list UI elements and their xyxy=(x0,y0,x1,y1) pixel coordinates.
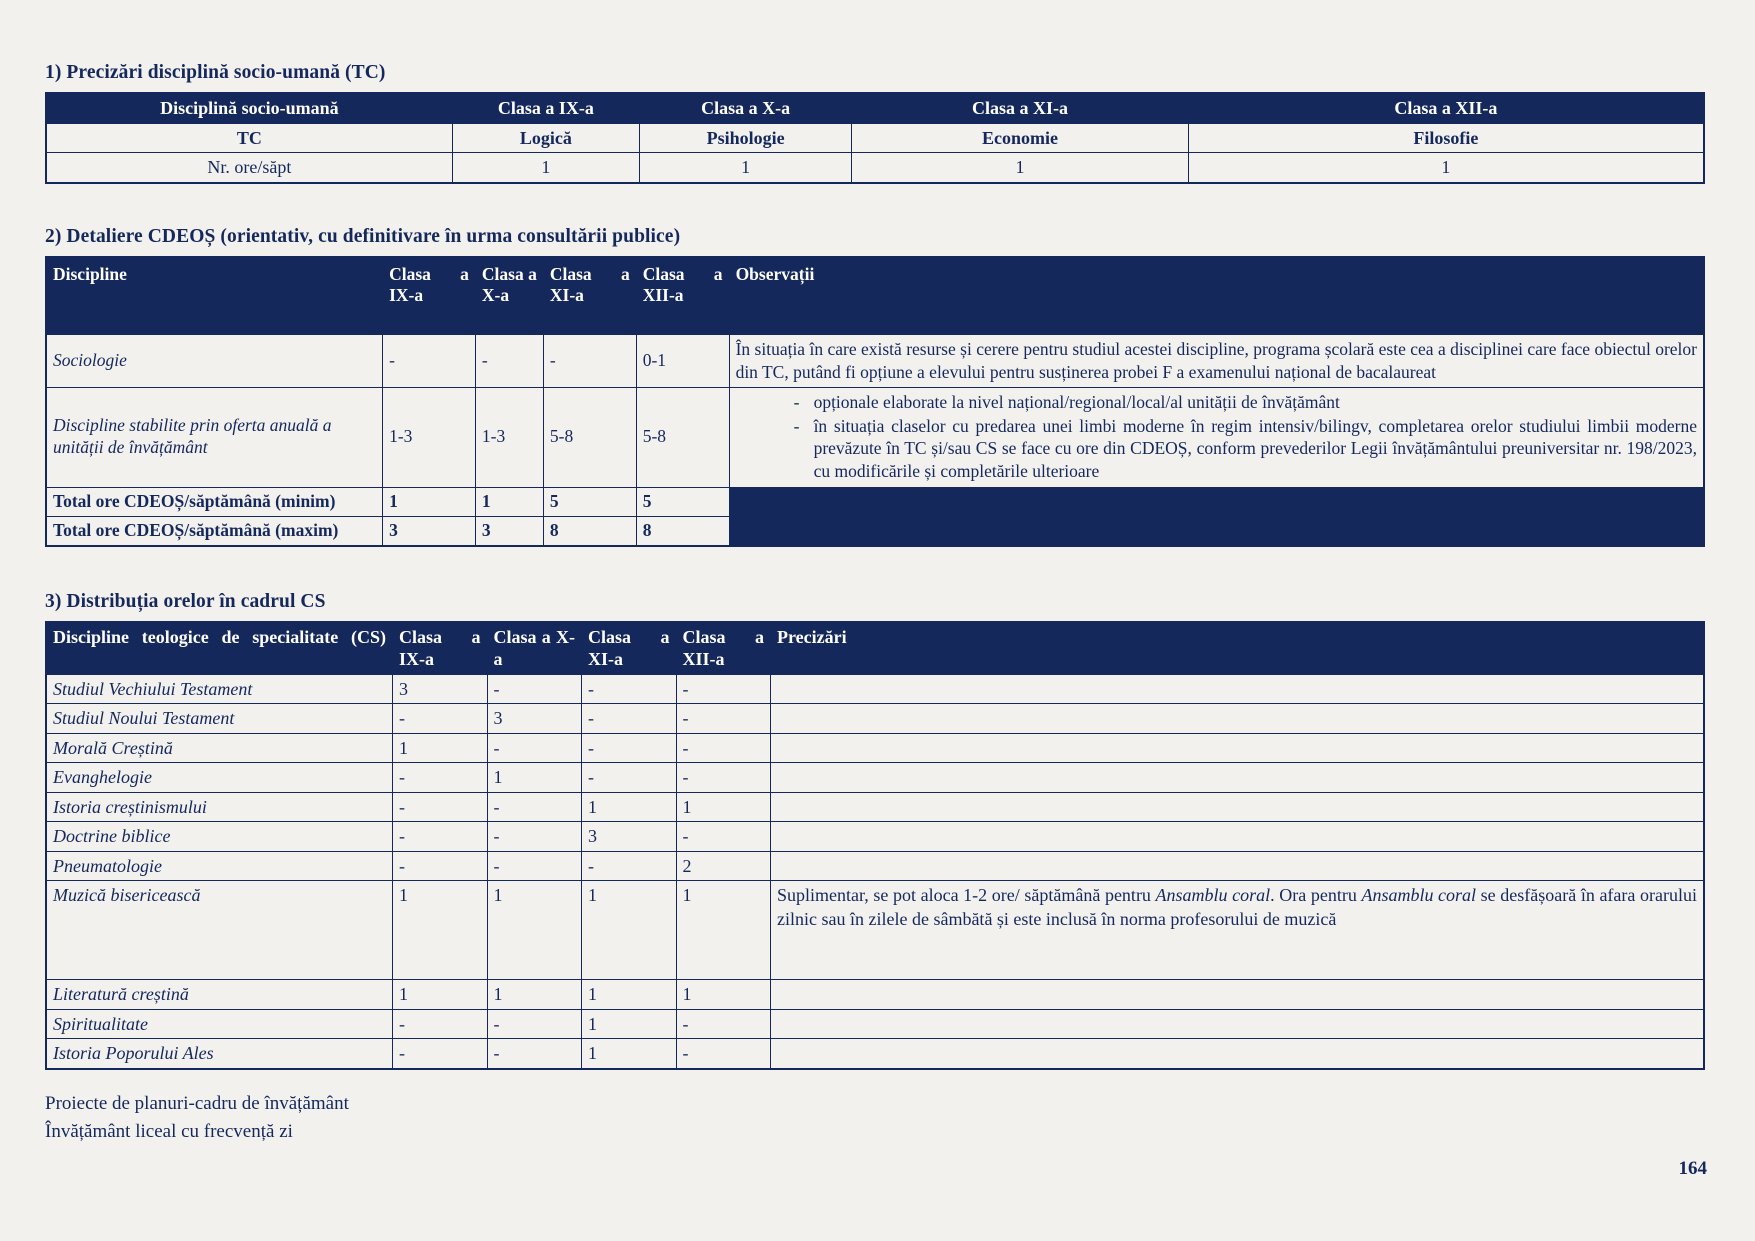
precizari-cell xyxy=(771,980,1704,1010)
cell: 1 xyxy=(676,980,771,1010)
cell: - xyxy=(582,763,677,793)
table-row xyxy=(46,851,1704,881)
discipline-name: Pneumatologie xyxy=(46,851,393,881)
column-header: Clasa a X-a xyxy=(487,622,582,675)
cell: 1 xyxy=(582,792,677,822)
table-row xyxy=(46,881,1704,980)
table-cdeos xyxy=(45,256,1705,547)
cell: 1 xyxy=(582,1039,677,1069)
cell: 1 xyxy=(676,881,771,980)
section2-title: 2) Detaliere CDEOȘ (orientativ, cu definitivare în urma consultării publice) xyxy=(45,225,681,247)
cell: Psihologie xyxy=(640,123,852,153)
column-header: Discipline xyxy=(46,257,383,314)
precizari-cell xyxy=(771,733,1704,763)
column-header: Clasa a XII-a xyxy=(676,622,771,675)
table-row xyxy=(46,733,1704,763)
cell: 1 xyxy=(640,153,852,183)
column-header: Observații xyxy=(729,257,1704,314)
discipline-name: Spiritualitate xyxy=(46,1009,393,1039)
cell: - xyxy=(543,335,636,388)
cell: 1 xyxy=(452,153,639,183)
discipline-name: Literatură creștină xyxy=(46,980,393,1010)
column-header: Precizări xyxy=(771,622,1704,675)
column-header: Discipline teologice de specialitate (CS) xyxy=(46,622,393,675)
table-row xyxy=(46,792,1704,822)
table-socio-umana xyxy=(45,92,1705,184)
cell xyxy=(543,314,636,335)
table-row xyxy=(46,1009,1704,1039)
table-row xyxy=(46,674,1704,704)
cell: - xyxy=(582,704,677,734)
discipline-name: Muzică bisericească xyxy=(46,881,393,980)
cell: - xyxy=(475,335,543,388)
cell: - xyxy=(487,851,582,881)
cell: Filosofie xyxy=(1188,123,1704,153)
discipline-name: Discipline stabilite prin oferta anuală a unității de învățământ xyxy=(46,387,383,487)
cell xyxy=(636,314,729,335)
cell: - xyxy=(487,733,582,763)
total-label: Total ore CDEOȘ/săptămână (maxim) xyxy=(46,516,383,545)
column-header: Clasa a XI-a xyxy=(852,93,1189,123)
cell: 1 xyxy=(676,792,771,822)
cell: 1 xyxy=(393,881,488,980)
discipline-name: Doctrine biblice xyxy=(46,822,393,852)
cell: TC xyxy=(46,123,452,153)
cell: - xyxy=(487,1009,582,1039)
table-row xyxy=(46,822,1704,852)
cell: 5 xyxy=(636,487,729,516)
cell: Nr. ore/săpt xyxy=(46,153,452,183)
precizari-cell xyxy=(771,1009,1704,1039)
column-header: Clasa a XI-a xyxy=(543,257,636,314)
cell: 8 xyxy=(636,516,729,545)
cell: - xyxy=(393,763,488,793)
cell: 2 xyxy=(676,851,771,881)
column-header: Clasa a IX-a xyxy=(452,93,639,123)
table-row xyxy=(46,704,1704,734)
total-label: Total ore CDEOȘ/săptămână (minim) xyxy=(46,487,383,516)
document-content xyxy=(45,62,1705,1070)
cell: - xyxy=(676,1039,771,1069)
table-row xyxy=(46,980,1704,1010)
list-item: - în situația claselor cu predarea unei limbi moderne în regim intensiv/bilingv, completarea orelor studiului limbii moderne prevăzute în TC și/sau CS se face cu ore din CDEOȘ, conform prevederilor Legii învățământului preuniversitar nr. 198/2023, cu modificările și completările ulterioare xyxy=(736,415,1697,483)
cell: - xyxy=(393,851,488,881)
table-row xyxy=(46,763,1704,793)
cell: - xyxy=(393,822,488,852)
cell: 8 xyxy=(543,516,636,545)
discipline-name: Studiul Vechiului Testament xyxy=(46,674,393,704)
cell: - xyxy=(487,1039,582,1069)
cell: 3 xyxy=(487,704,582,734)
observations xyxy=(729,387,1704,487)
cell: - xyxy=(487,674,582,704)
column-header: Clasa a XII-a xyxy=(636,257,729,314)
cell: 0-1 xyxy=(636,335,729,388)
cell: 1 xyxy=(475,487,543,516)
cell: - xyxy=(383,335,476,388)
footer-line-1: Proiecte de planuri-cadru de învățământ xyxy=(45,1093,349,1114)
table-row xyxy=(46,93,1704,123)
precizari-cell xyxy=(771,792,1704,822)
cell: 1 xyxy=(582,1009,677,1039)
cell: 1 xyxy=(582,881,677,980)
table-row xyxy=(46,1039,1704,1069)
page-number: 164 xyxy=(1678,1158,1707,1179)
cell: - xyxy=(393,792,488,822)
table-cs-distributie xyxy=(45,621,1705,1070)
table-row xyxy=(46,153,1704,183)
cell: 3 xyxy=(582,822,677,852)
section1-title: 1) Precizări disciplină socio-umană (TC) xyxy=(45,62,386,83)
cell xyxy=(729,516,1704,545)
cell: 1 xyxy=(487,763,582,793)
column-header: Clasa a IX-a xyxy=(393,622,488,675)
cell: 3 xyxy=(393,674,488,704)
discipline-name: Evanghelogie xyxy=(46,763,393,793)
column-header: Disciplină socio-umană xyxy=(46,93,452,123)
cell: - xyxy=(393,1039,488,1069)
cell: - xyxy=(676,763,771,793)
precizari-cell xyxy=(771,763,1704,793)
table-row xyxy=(46,257,1704,314)
cell: - xyxy=(393,704,488,734)
document-footer xyxy=(45,1090,349,1145)
cell: 1 xyxy=(487,980,582,1010)
cell: - xyxy=(676,822,771,852)
cell: - xyxy=(582,674,677,704)
column-header: Clasa a XI-a xyxy=(582,622,677,675)
cell: Economie xyxy=(852,123,1189,153)
cell xyxy=(383,314,476,335)
column-header: Clasa a XII-a xyxy=(1188,93,1704,123)
precizari-cell xyxy=(771,851,1704,881)
table-row xyxy=(46,335,1704,388)
cell: 5-8 xyxy=(636,387,729,487)
cell: 1 xyxy=(1188,153,1704,183)
column-header: Clasa a IX-a xyxy=(383,257,476,314)
cell: 1 xyxy=(393,733,488,763)
cell: 1-3 xyxy=(475,387,543,487)
cell: 3 xyxy=(475,516,543,545)
discipline-name: Istoria Poporului Ales xyxy=(46,1039,393,1069)
cell: 1 xyxy=(582,980,677,1010)
discipline-name: Istoria creștinismului xyxy=(46,792,393,822)
precizari-cell xyxy=(771,674,1704,704)
cell xyxy=(729,314,1704,335)
table-row xyxy=(46,516,1704,545)
column-header: Clasa a X-a xyxy=(640,93,852,123)
cell: - xyxy=(676,1009,771,1039)
cell xyxy=(475,314,543,335)
column-header: Clasa a X-a xyxy=(475,257,543,314)
cell: - xyxy=(676,674,771,704)
precizari-cell: Suplimentar, se pot aloca 1-2 ore/ săptămână pentru Ansamblu coral. Ora pentru Ansamblu coral se desfășoară în afara orarului zilnic sau în zilele de sâmbătă și este inclusă în norma profesorului de muzică xyxy=(771,881,1704,980)
discipline-name: Studiul Noului Testament xyxy=(46,704,393,734)
cell: 1 xyxy=(852,153,1189,183)
cell: - xyxy=(393,1009,488,1039)
cell: - xyxy=(582,851,677,881)
table-row-spacer xyxy=(46,314,1704,335)
cell: 3 xyxy=(383,516,476,545)
table-row xyxy=(46,123,1704,153)
cell: Logică xyxy=(452,123,639,153)
cell: 1-3 xyxy=(383,387,476,487)
observations-list xyxy=(736,391,1697,483)
table-row xyxy=(46,622,1704,675)
table-row xyxy=(46,387,1704,487)
discipline-name: Sociologie xyxy=(46,335,383,388)
cell: - xyxy=(582,733,677,763)
cell: - xyxy=(676,733,771,763)
table-row xyxy=(46,487,1704,516)
section3-title: 3) Distribuția orelor în cadrul CS xyxy=(45,590,326,612)
footer-line-2: Învățământ liceal cu frecvență zi xyxy=(45,1120,293,1142)
cell: - xyxy=(487,792,582,822)
discipline-name: Morală Creștină xyxy=(46,733,393,763)
precizari-cell xyxy=(771,822,1704,852)
cell: 5-8 xyxy=(543,387,636,487)
cell: 1 xyxy=(487,881,582,980)
cell: - xyxy=(487,822,582,852)
cell: 1 xyxy=(383,487,476,516)
cell xyxy=(729,487,1704,516)
cell: 1 xyxy=(393,980,488,1010)
cell: 5 xyxy=(543,487,636,516)
list-item: - opționale elaborate la nivel național/regional/local/al unității de învățământ xyxy=(736,391,1697,414)
cell xyxy=(46,314,383,335)
precizari-cell xyxy=(771,704,1704,734)
precizari-cell xyxy=(771,1039,1704,1069)
cell: - xyxy=(676,704,771,734)
observations: În situația în care există resurse și cerere pentru studiul acestei discipline, programa școlară este cea a disciplinei care face obiectul orelor din TC, putând fi opțiune a elevului pentru susținerea probei F a examenului național de bacalaureat xyxy=(729,335,1704,388)
